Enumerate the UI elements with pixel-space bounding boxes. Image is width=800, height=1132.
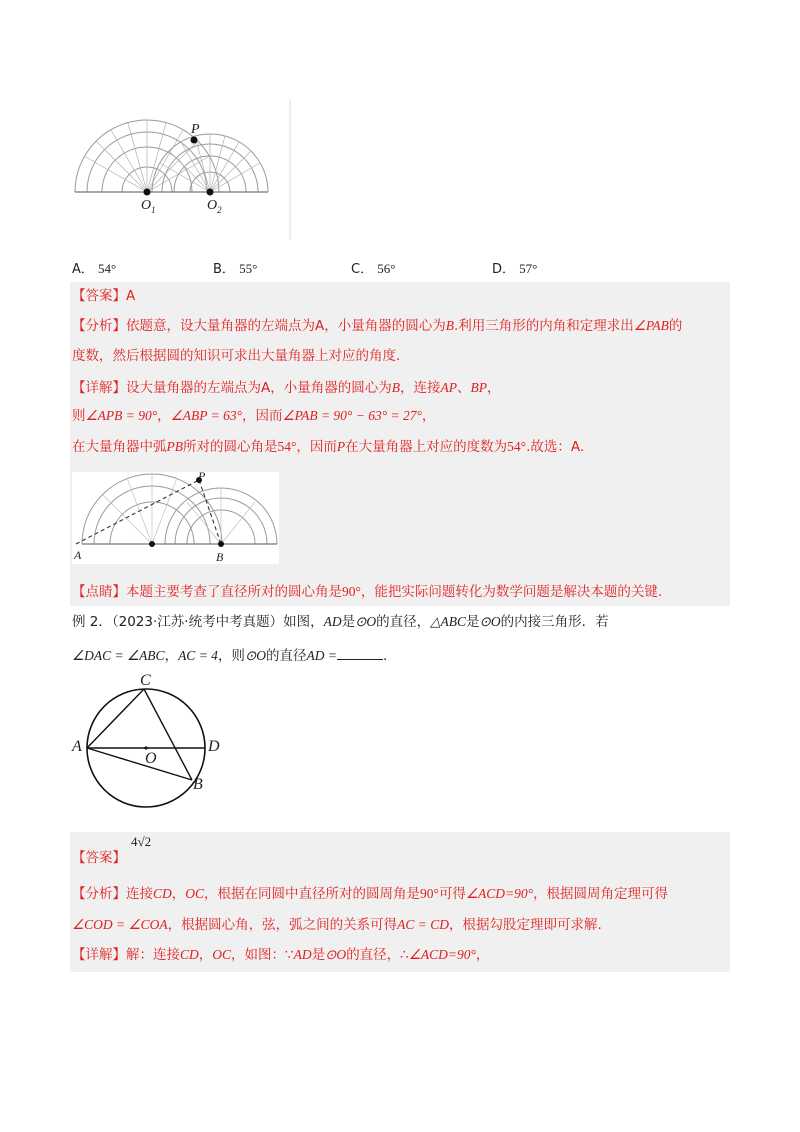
- analysis-line-1: 【分析】依题意，设大量角器的左端点为A，小量角器的圆心为B.利用三角形的内角和定理求出∠PAB的: [72, 318, 683, 334]
- detail-line-1: 【详解】设大量角器的左端点为A，小量角器的圆心为B，连接AP、BP，: [72, 380, 501, 396]
- option-b: B． 55°: [213, 261, 258, 277]
- label-o1: $O_1$: [141, 198, 156, 215]
- circle-label-o: O: [145, 750, 157, 767]
- solution-label-a: A: [74, 548, 82, 562]
- analysis-line-2: 度数，然后根据圆的知识可求出大量角器上对应的角度.: [72, 348, 401, 364]
- circle-label-d: D: [208, 738, 220, 755]
- answer-value-2: 4√2: [131, 834, 152, 849]
- analysis2-line-2: ∠COD = ∠COA，根据圆心角，弦，弧之间的关系可得AC = CD，根据勾股定理即可求解.: [72, 917, 602, 933]
- answer-line-1: 【答案】A: [72, 288, 136, 304]
- solution-label-p: P: [198, 469, 206, 483]
- detail-line-3: 在大量角器中弧PB所对的圆心角是54°，因而P在大量角器上对应的度数为54°.故选：A.: [72, 439, 585, 455]
- solution-label-b: B: [216, 550, 224, 564]
- option-d: D． 57°: [492, 261, 538, 277]
- example2-line-2: ∠DAC = ∠ABC，AC = 4，则⊙O的直径AD = .: [72, 645, 387, 666]
- comment-line-1: 【点睛】本题主要考查了直径所对的圆心角是90°，能把实际问题转化为数学问题是解决本题的关键.: [72, 584, 663, 600]
- label-p: P: [191, 122, 200, 137]
- label-o2: $O_2$: [207, 198, 222, 215]
- solution-protractor-figure: [72, 472, 279, 564]
- analysis2-line-1: 【分析】连接CD，OC，根据在同圆中直径所对的圆周角是90°可得∠ACD=90°，根据圆周角定理可得: [72, 886, 669, 902]
- circle-label-a: A: [72, 738, 82, 755]
- option-c: C． 56°: [351, 261, 396, 277]
- example2-line-1: 例 2．（2023·江苏·统考中考真题）如图，AD是⊙O的直径，△ABC是⊙O的内接三角形．若: [72, 614, 609, 630]
- answer-blank: [337, 645, 383, 660]
- detail-line-2: 则∠APB = 90°，∠ABP = 63°，因而∠PAB = 90° − 63° = 27°，: [72, 408, 436, 424]
- protractor-figure: [70, 100, 300, 240]
- detail2-line-1: 【详解】解：连接CD，OC，如图：∵AD是⊙O的直径，∴∠ACD=90°，: [72, 947, 490, 963]
- option-a: A． 54°: [72, 261, 117, 277]
- circle-label-b: B: [193, 776, 203, 793]
- answer-tag-2: 【答案】: [72, 850, 126, 866]
- circle-label-c: C: [140, 672, 151, 689]
